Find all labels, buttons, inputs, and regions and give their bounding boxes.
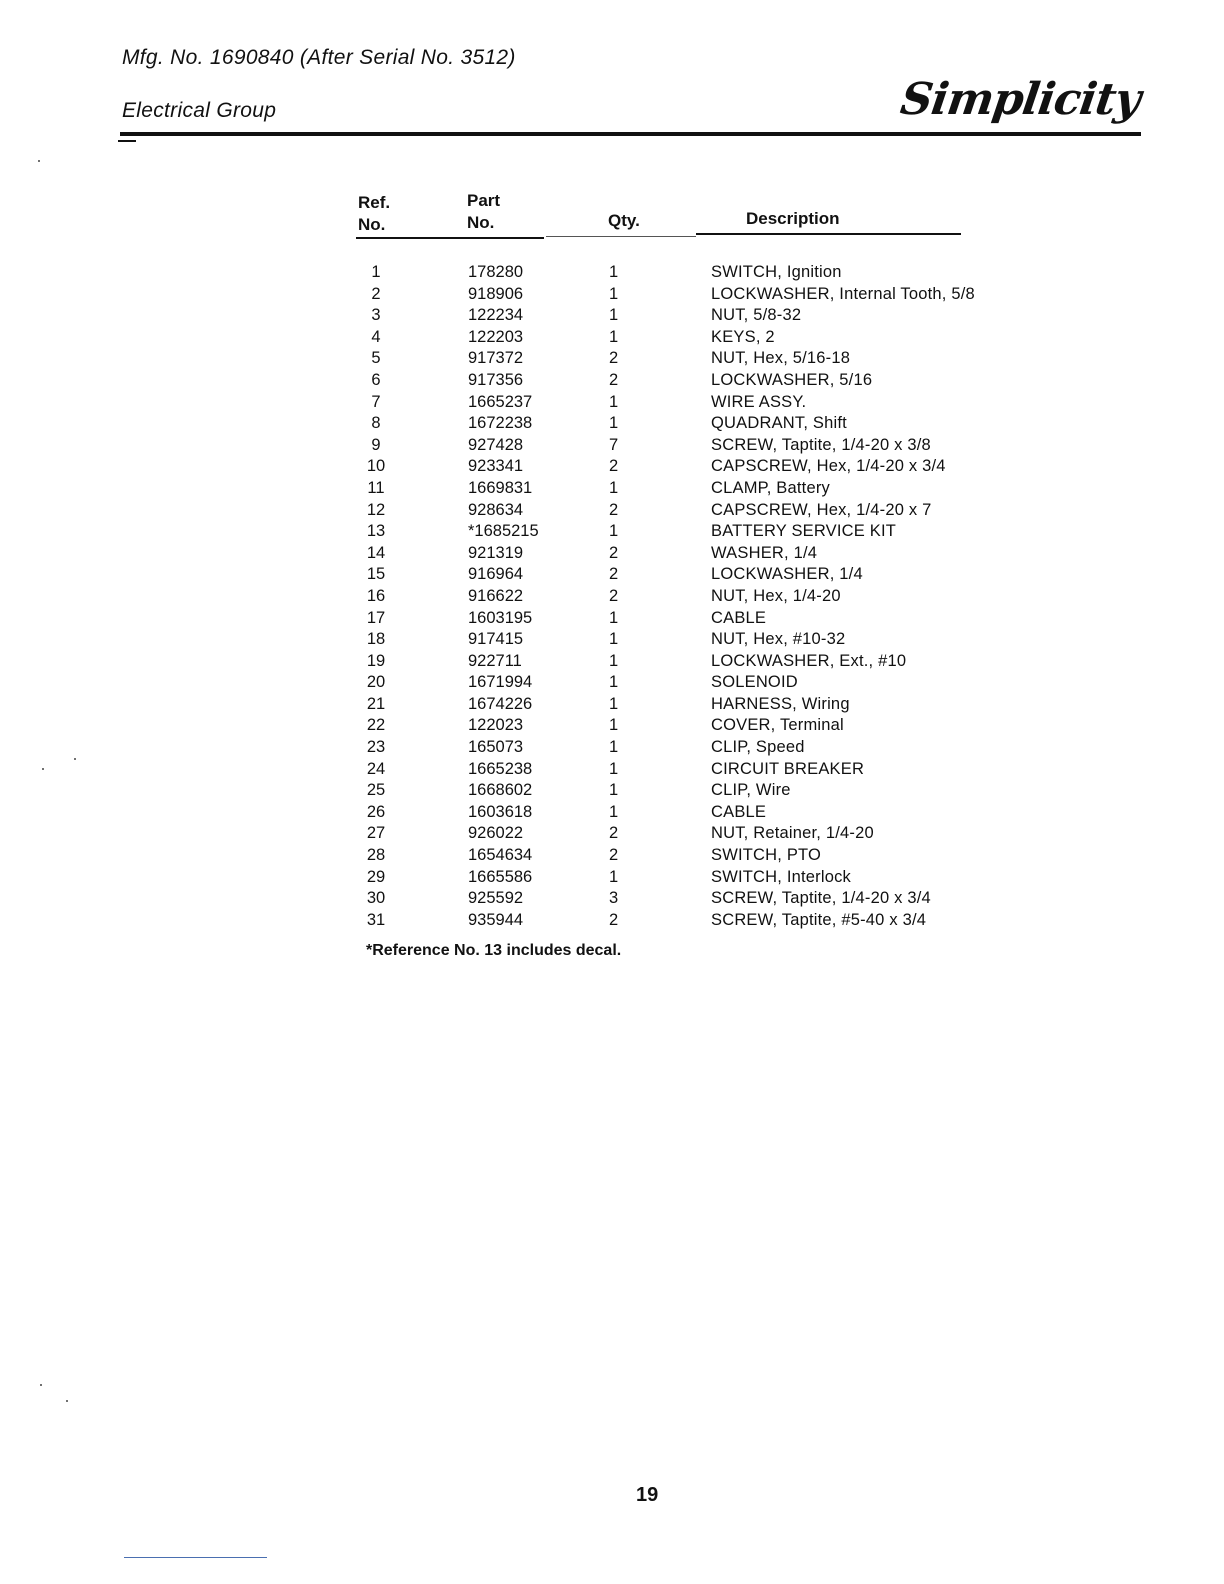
scan-speck	[40, 1384, 42, 1386]
ref-no-cell: 9	[371, 435, 381, 454]
qty-cell: 1	[609, 284, 619, 303]
part-no-cell: 921319	[468, 543, 524, 562]
scan-speck	[66, 1400, 68, 1402]
table-row	[356, 392, 1016, 414]
qty-cell: 1	[609, 608, 619, 627]
part-no-cell: 916964	[468, 565, 524, 584]
table-row	[356, 348, 1016, 370]
table-row	[356, 327, 1016, 349]
part-no-cell: 122234	[468, 306, 524, 325]
table-row	[356, 694, 1016, 716]
qty-cell: 1	[609, 738, 619, 757]
description-cell: BATTERY SERVICE KIT	[711, 522, 897, 541]
header-underline-left	[356, 237, 544, 239]
ref-no-cell: 2	[371, 284, 381, 303]
table-row	[356, 845, 1016, 867]
description-cell: WASHER, 1/4	[711, 543, 818, 562]
part-no-cell: 1665586	[468, 867, 533, 886]
description-cell: SCREW, Taptite, 1/4-20 x 3/8	[711, 435, 931, 454]
header-underline-right	[696, 233, 961, 235]
ref-no-cell: 26	[366, 802, 386, 821]
ref-no-cell: 8	[371, 414, 381, 433]
scan-speck	[38, 160, 40, 162]
qty-cell: 1	[609, 478, 619, 497]
description-cell: CIRCUIT BREAKER	[711, 759, 865, 778]
table-row	[356, 651, 1016, 673]
table-row	[356, 629, 1016, 651]
description-cell: CAPSCREW, Hex, 1/4-20 x 3/4	[711, 457, 946, 476]
table-row	[356, 715, 1016, 737]
part-no-cell: 935944	[468, 910, 524, 929]
qty-cell: 1	[609, 630, 619, 649]
scan-speck	[74, 758, 76, 760]
bottom-link-line	[124, 1557, 267, 1558]
table-row	[356, 586, 1016, 608]
description-cell: SCREW, Taptite, 1/4-20 x 3/4	[711, 889, 931, 908]
ref-no-cell: 23	[366, 738, 386, 757]
qty-cell: 2	[609, 565, 619, 584]
description-cell: SWITCH, Ignition	[711, 263, 842, 281]
table-row	[356, 737, 1016, 759]
footnote: *Reference No. 13 includes decal.	[366, 942, 622, 959]
part-no-cell: 1654634	[468, 846, 533, 865]
description-cell: NUT, 5/8-32	[711, 306, 802, 325]
qty-cell: 1	[609, 673, 619, 692]
ref-no-cell: 7	[371, 392, 381, 411]
ref-no-cell: 24	[366, 759, 386, 778]
description-cell: NUT, Retainer, 1/4-20	[711, 824, 874, 843]
description-cell: CABLE	[711, 802, 767, 821]
ref-no-cell: 25	[366, 781, 386, 800]
page-number: 19	[636, 1484, 659, 1506]
part-no-cell: 1603195	[468, 608, 533, 627]
ref-no-cell: 30	[366, 889, 386, 908]
ref-no-cell: 17	[366, 608, 386, 627]
qty-cell: 7	[609, 435, 619, 454]
table-row	[356, 802, 1016, 824]
header-ref-no: Ref. No.	[358, 193, 391, 234]
qty-cell: 1	[609, 651, 619, 670]
description-cell: CAPSCREW, Hex, 1/4-20 x 7	[711, 500, 932, 519]
header-qty: Qty.	[608, 211, 640, 230]
ref-no-cell: 5	[371, 349, 381, 368]
description-cell: LOCKWASHER, Internal Tooth, 5/8	[711, 284, 975, 303]
table-row	[356, 543, 1016, 565]
description-cell: LOCKWASHER, 5/16	[711, 370, 873, 389]
table-row	[356, 564, 1016, 586]
description-cell: SOLENOID	[711, 673, 798, 692]
table-row	[356, 608, 1016, 630]
description-cell: CLAMP, Battery	[711, 478, 830, 497]
table-row	[356, 780, 1016, 802]
qty-cell: 2	[609, 370, 619, 389]
part-no-cell: 1665237	[468, 392, 533, 411]
part-no-cell: 1671994	[468, 673, 533, 692]
ref-no-cell: 28	[366, 846, 386, 865]
ref-no-cell: 20	[366, 673, 386, 692]
page-header-section: Electrical Group	[122, 99, 277, 122]
part-no-cell: 1603618	[468, 802, 533, 821]
qty-cell: 1	[609, 716, 619, 735]
table-body	[356, 262, 1016, 931]
qty-cell: 1	[609, 327, 619, 346]
ref-no-cell: 14	[366, 543, 386, 562]
qty-cell: 2	[609, 846, 619, 865]
description-cell: SWITCH, Interlock	[711, 867, 852, 886]
part-no-cell: 122203	[468, 327, 524, 346]
page-header-title: Mfg. No. 1690840 (After Serial No. 3512)	[122, 46, 516, 69]
ref-no-cell: 31	[366, 910, 386, 929]
table-row	[356, 759, 1016, 781]
table-row	[356, 888, 1016, 910]
table-row	[356, 435, 1016, 457]
description-cell: CLIP, Speed	[711, 738, 805, 757]
table-row	[356, 305, 1016, 327]
header-rule-lead	[118, 140, 136, 142]
qty-cell: 1	[609, 522, 619, 541]
part-no-cell: 178280	[468, 263, 524, 281]
qty-cell: 1	[609, 392, 619, 411]
qty-cell: 1	[609, 802, 619, 821]
ref-no-cell: 13	[366, 522, 386, 541]
part-no-cell: 927428	[468, 435, 524, 454]
ref-no-cell: 19	[366, 651, 386, 670]
ref-no-cell: 10	[366, 457, 386, 476]
part-no-cell: 923341	[468, 457, 524, 476]
part-no-cell: 917372	[468, 349, 524, 368]
description-cell: CABLE	[711, 608, 767, 627]
table-row	[356, 478, 1016, 500]
description-cell: NUT, Hex, 1/4-20	[711, 586, 841, 605]
part-no-cell: 925592	[468, 889, 524, 908]
ref-no-cell: 15	[366, 565, 386, 584]
qty-cell: 3	[609, 889, 619, 908]
table-row	[356, 284, 1016, 306]
description-cell: WIRE ASSY.	[711, 392, 807, 411]
part-no-cell: 917356	[468, 370, 524, 389]
description-cell: COVER, Terminal	[711, 716, 844, 735]
part-no-cell: 1669831	[468, 478, 533, 497]
ref-no-cell: 11	[367, 478, 385, 497]
ref-no-cell: 18	[366, 630, 386, 649]
ref-no-cell: 6	[371, 370, 381, 389]
description-cell: CLIP, Wire	[711, 781, 791, 800]
brand-logo: Simplicity	[897, 74, 1144, 125]
ref-no-cell: 4	[371, 327, 381, 346]
table-row	[356, 370, 1016, 392]
part-no-cell: 165073	[468, 738, 524, 757]
part-no-cell: 922711	[468, 651, 522, 670]
qty-cell: 1	[609, 781, 619, 800]
table-row	[356, 456, 1016, 478]
qty-cell: 1	[609, 306, 619, 325]
qty-cell: 1	[609, 414, 619, 433]
part-no-cell: 918906	[468, 284, 524, 303]
description-cell: LOCKWASHER, 1/4	[711, 565, 863, 584]
qty-cell: 1	[609, 867, 619, 886]
table-row	[356, 413, 1016, 435]
part-no-cell: 926022	[468, 824, 524, 843]
part-no-cell: *1685215	[468, 522, 539, 541]
part-no-cell: 1672238	[468, 414, 533, 433]
header-description: Description	[746, 209, 840, 228]
ref-no-cell: 3	[371, 306, 381, 325]
part-no-cell: 1668602	[468, 781, 533, 800]
ref-no-cell: 22	[366, 716, 386, 735]
part-no-cell: 1674226	[468, 694, 533, 713]
part-no-cell: 917415	[468, 630, 524, 649]
ref-no-cell: 29	[366, 867, 386, 886]
ref-no-cell: 16	[366, 586, 386, 605]
ref-no-cell: 21	[366, 694, 386, 713]
ref-no-cell: 27	[366, 824, 386, 843]
qty-cell: 2	[609, 543, 619, 562]
description-cell: KEYS, 2	[711, 327, 775, 346]
scan-speck	[42, 768, 44, 770]
qty-cell: 2	[609, 457, 619, 476]
description-cell: HARNESS, Wiring	[711, 694, 850, 713]
description-cell: QUADRANT, Shift	[711, 414, 847, 433]
header-rule	[120, 132, 1141, 136]
part-no-cell: 916622	[468, 586, 524, 605]
header-underline-mid	[546, 236, 696, 237]
description-cell: LOCKWASHER, Ext., #10	[711, 651, 907, 670]
qty-cell: 2	[609, 349, 619, 368]
part-no-cell: 122023	[468, 716, 524, 735]
qty-cell: 1	[609, 759, 619, 778]
qty-cell: 1	[609, 694, 619, 713]
table-row	[356, 521, 1016, 543]
ref-no-cell: 1	[371, 263, 381, 281]
ref-no-cell: 12	[366, 500, 386, 519]
qty-cell: 2	[609, 586, 619, 605]
description-cell: NUT, Hex, #10-32	[711, 630, 846, 649]
part-no-cell: 928634	[468, 500, 524, 519]
table-row	[356, 500, 1016, 522]
qty-cell: 1	[609, 263, 619, 281]
qty-cell: 2	[609, 824, 619, 843]
table-row	[356, 262, 1016, 284]
table-row	[356, 823, 1016, 845]
table-row	[356, 672, 1016, 694]
table-row	[356, 910, 1016, 932]
description-cell: SWITCH, PTO	[711, 846, 822, 865]
qty-cell: 2	[609, 910, 619, 929]
description-cell: SCREW, Taptite, #5-40 x 3/4	[711, 910, 927, 929]
qty-cell: 2	[609, 500, 619, 519]
description-cell: NUT, Hex, 5/16-18	[711, 349, 851, 368]
table-row	[356, 867, 1016, 889]
part-no-cell: 1665238	[468, 759, 533, 778]
header-part-no: Part No.	[467, 191, 501, 232]
